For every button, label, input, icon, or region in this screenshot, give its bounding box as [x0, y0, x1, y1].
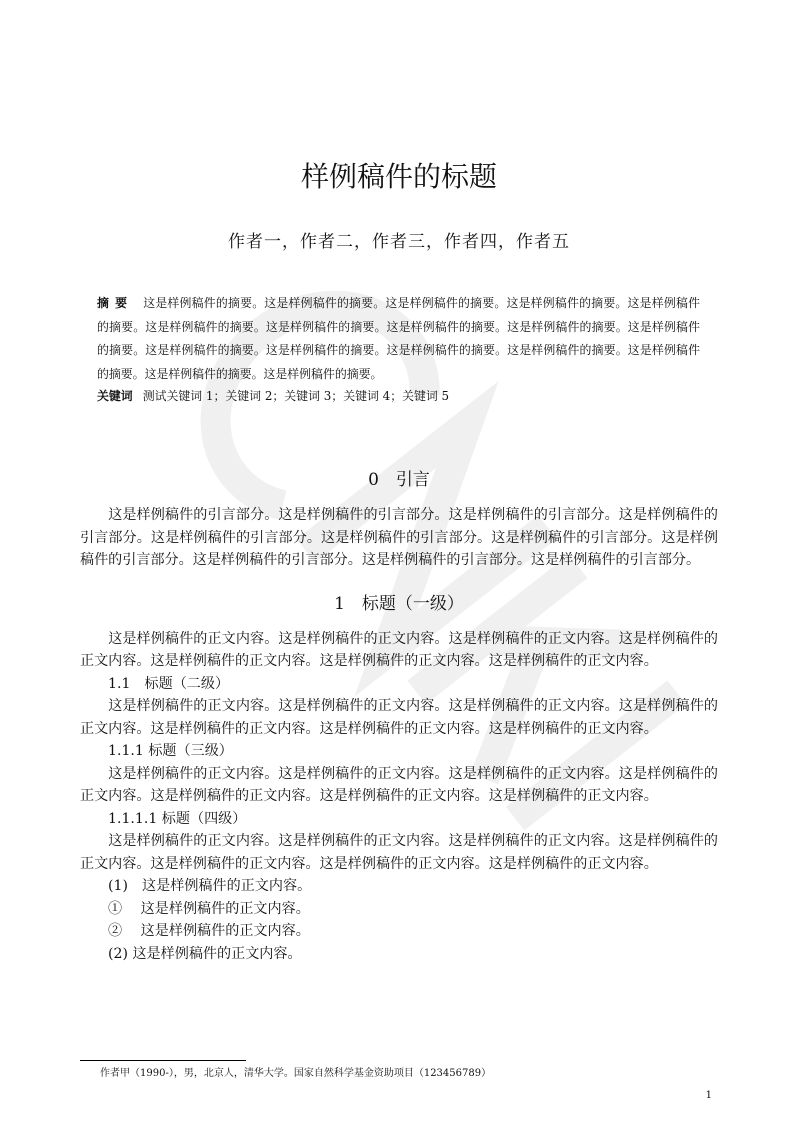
list-item: ② 这是样例稿件的正文内容。 — [108, 923, 310, 939]
paragraph: 这是样例稿件的正文内容。这是样例稿件的正文内容。这是样例稿件的正文内容。这是样例稿件的正文内容。这是样例稿件的正文内容。这是样例稿件的正文内容。这是样例稿件的正文内容。 — [80, 833, 718, 872]
heading-level-4: 1.1.1.1 标题（四级） — [108, 810, 247, 827]
page-number: 1 — [705, 1090, 712, 1101]
list-item: (2) 这是样例稿件的正文内容。 — [108, 945, 302, 962]
page-footer — [80, 1020, 718, 1103]
paragraph: 这是样例稿件的引言部分。这是样例稿件的引言部分。这是样例稿件的引言部分。这是样例稿件的引言部分。这是样例稿件的引言部分。这是样例稿件的引言部分。这是样例稿件的引言部分。这是样例稿件的引言部分。这是样例稿件的引言部分。这是样例稿件的引言部分。这是样例稿件的引言部分。 — [80, 507, 718, 568]
abstract-label: 摘要 — [97, 296, 134, 310]
footnote-divider — [80, 1060, 246, 1061]
footnote: 作者甲（1990-），男，北京人，清华大学。国家自然科学基金资助项目（123456789） — [100, 1068, 492, 1079]
section-intro-body — [80, 504, 718, 572]
paragraph: 这是样例稿件的正文内容。这是样例稿件的正文内容。这是样例稿件的正文内容。这是样例稿件的正文内容。这是样例稿件的正文内容。这是样例稿件的正文内容。这是样例稿件的正文内容。 — [80, 698, 718, 737]
section-heading-0: 0 引言 — [368, 470, 430, 490]
list-item: ① 这是样例稿件的正文内容。 — [108, 900, 310, 917]
section-heading-1: 1 标题（一级） — [334, 593, 464, 614]
heading-level-2: 1.1 标题（二级） — [108, 675, 230, 692]
abstract — [97, 292, 700, 386]
keywords-label: 关键词 — [97, 389, 133, 403]
paragraph: 这是样例稿件的正文内容。这是样例稿件的正文内容。这是样例稿件的正文内容。这是样例稿件的正文内容。这是样例稿件的正文内容。这是样例稿件的正文内容。这是样例稿件的正文内容。 — [80, 765, 718, 804]
abstract-text: 这是样例稿件的摘要。这是样例稿件的摘要。这是样例稿件的摘要。这是样例稿件的摘要。这是样例稿件的摘要。这是样例稿件的摘要。这是样例稿件的摘要。这是样例稿件的摘要。这是样例稿件的摘要。这是样例稿件的摘要。这是样例稿件的摘要。这是样例稿件的摘要。这是样例稿件的摘要。这是样例稿件的摘要。这是样例稿件的摘要。这是样例稿件的摘要。这是样例稿件的摘要。 — [97, 296, 700, 381]
list-item: (1) 这是样例稿件的正文内容。 — [108, 878, 312, 894]
keywords-text: 测试关键词 1；关键词 2；关键词 3；关键词 4；关键词 5 — [142, 389, 450, 403]
keywords — [97, 386, 700, 406]
section-1-body — [80, 628, 718, 966]
heading-level-3: 1.1.1 标题（三级） — [108, 743, 233, 759]
paragraph: 这是样例稿件的正文内容。这是样例稿件的正文内容。这是样例稿件的正文内容。这是样例稿件的正文内容。这是样例稿件的正文内容。这是样例稿件的正文内容。这是样例稿件的正文内容。 — [80, 630, 718, 669]
author-list: 作者一，作者二，作者三，作者四，作者五 — [228, 232, 570, 252]
paper-title: 样例稿件的标题 — [300, 160, 497, 193]
